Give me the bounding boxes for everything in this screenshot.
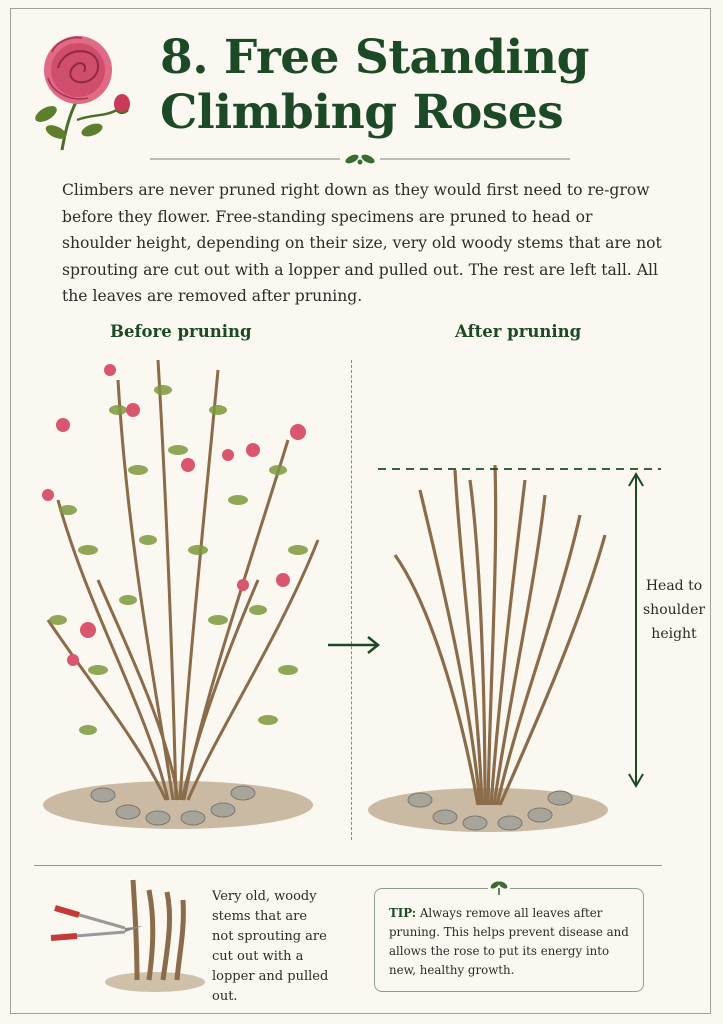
lopper-note: Very old, woody stems that are not sprouting are cut out with a lopper and pulled out. xyxy=(212,889,329,1004)
tip-text: Always remove all leaves after pruning. This helps prevent disease and allows the rose to put its energy into new, healthy growth. xyxy=(389,906,629,977)
lopper-icon xyxy=(45,870,205,1000)
rose-icon xyxy=(22,22,144,162)
tip-label: TIP: xyxy=(389,906,417,920)
height-label: Head to shoulder height xyxy=(643,578,706,642)
leaf-ornament-icon xyxy=(150,150,570,168)
tip-box xyxy=(374,888,644,992)
after-pruning-label: After pruning xyxy=(455,322,582,341)
before-pruning-label: Before pruning xyxy=(110,322,252,341)
leaf-icon xyxy=(488,876,510,898)
intro-paragraph: Climbers are never pruned right down as they would first need to re-grow before they flower. Free-standing specimens are pruned to head or shoulder height, depending on their size, very old woody stems that are not sprouting are cut out with a lopper and pulled out. The rest are left tall. All the leaves are removed after pruning. xyxy=(62,181,662,305)
page-title xyxy=(160,30,630,140)
section-divider xyxy=(34,865,662,866)
bush-before-illustration xyxy=(28,350,338,850)
title-line-2: Climbing Roses xyxy=(160,85,564,140)
panel-divider xyxy=(351,360,352,840)
height-indicator xyxy=(376,462,666,792)
title-line-1: 8. Free Standing xyxy=(160,30,589,85)
